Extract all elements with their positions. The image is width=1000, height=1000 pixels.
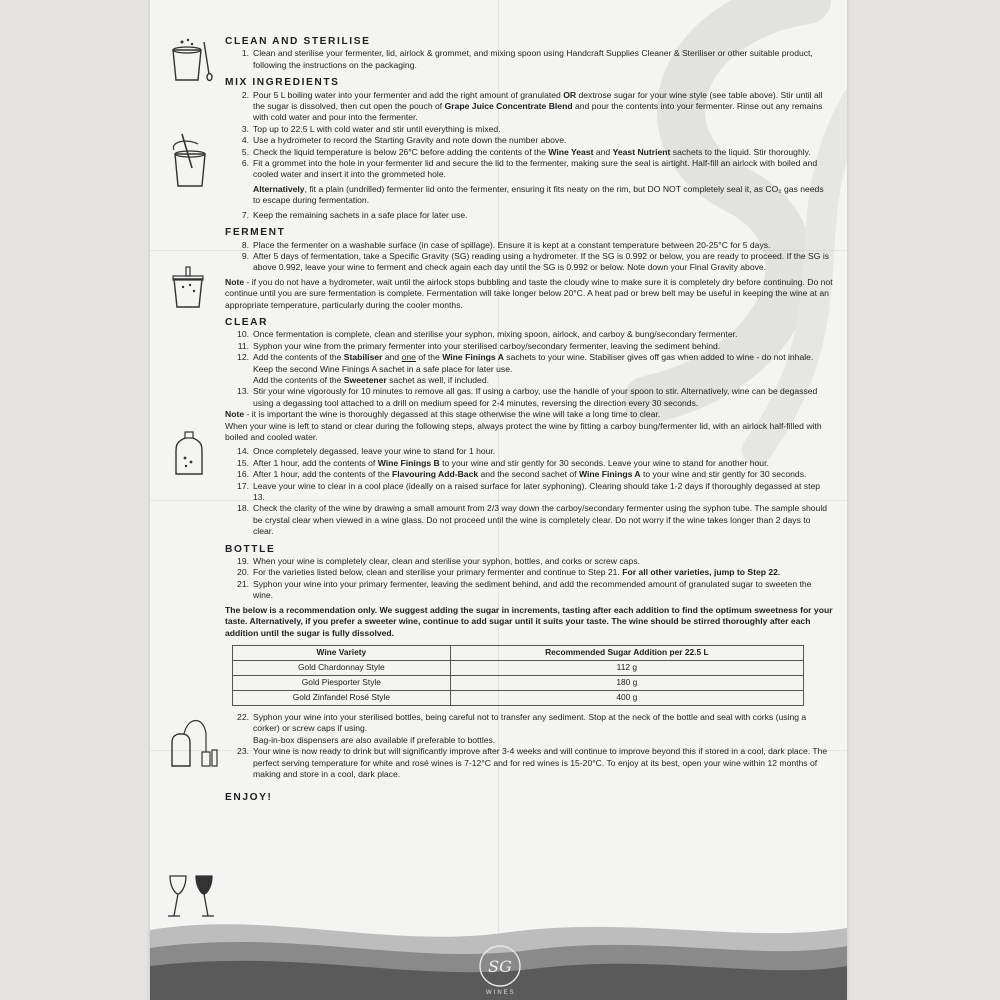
step-number: 13. [237,386,249,397]
section-title-enjoy: ENJOY! [225,792,273,804]
step-text: Once fermentation is complete, clean and sterilise your syphon, mixing spoon, airlock, and carboy & bung/secondary fermenter. [253,329,738,340]
fermenter-icon [170,265,210,311]
step-number: 2. [241,89,249,100]
step-number: 23. [237,746,249,757]
step-number: 14. [237,446,249,457]
step-text: Check the liquid temperature is below 26°C before adding the contents of the Wine Yeast and Yeast Nutrient sachets to the liquid. Stir thoroughly. [253,146,811,157]
step-22 [225,712,833,735]
step-text: When your wine is completely clear, clean and sterilise your syphon, bottles, and corks or screw caps. [253,556,640,567]
step-text: After 1 hour, add the contents of Wine Finings B to your wine and stir gently for 30 seconds. Leave your wine to stand for another hour. [253,457,769,468]
degas-note: Note - it is important the wine is thoroughly degassed at this stage otherwise the wine will take a long time to clear. [225,409,661,420]
step-number: 9. [241,250,249,261]
table-row [233,660,804,675]
table-header-row [233,645,804,660]
step-6 [225,158,833,181]
ferment-note: Note - if you do not have a hydrometer, wait until the airlock stops bubbling and taste the cloudy wine to make sure it is completely dry before continuing. Do not continue until you are sure fermentation is complete. Fermentation will take longer below 20°C. A heat pad or brew belt may be useful in keeping the wine at an appropriate temperature, particularly during the cooler months. [225,276,833,310]
table-cell: 400 g [450,690,803,705]
step-8 [225,240,833,251]
step-6-alternative: Alternatively, fit a plain (undrilled) fermenter lid onto the fermenter, ensuring it fits neaty on the rim, but DO NOT completely seal it, as CO₂ gas needs to escape during fermentation. [253,183,824,206]
step-text: Pour 5 L boiling water into your fermenter and add the right amount of granulated OR dextrose sugar for your wine style (see table above). Stir until all the sugar is dissolved, then cut open the pouch of Grape Juice Concentrate Blend and pour the contents into your fermenter. Rinse out any remains with cold water and pour into the fermenter. [253,89,823,123]
step-text: Stir your wine vigorously for 10 minutes to remove all gas. If using a carboy, use the handle of your spoon to stir. Alternatively, wine can be degassed using a degassing tool attached to a drill on medium speed for 2-4 minutes, reversing the direction every 30 seconds. [253,386,818,408]
step-text: Leave your wine to clear in a cool place (ideally on a raised surface for later syphoning). Clearing should take 1-2 days if thoroughly degassed at step 13. [253,480,821,503]
section-title-clean: CLEAN AND STERILISE [225,36,371,47]
step-number: 20. [237,567,249,578]
step-text: Your wine is now ready to drink but will significantly improve after 3-4 weeks and will continue to improve beyond this if stored in a cool, dark place. The perfect serving temperature for white and rosé wines is 7-12°C and for red wines is 15-20°C. To enjoy at its best, open your wine within 12 months of making and store in a cool, dark place. [253,746,828,779]
step-18 [225,503,833,537]
step-number: 6. [241,158,249,169]
step-number: 7. [241,209,249,220]
step-text: Use a hydrometer to record the Starting Gravity and note down the number above. [253,135,567,146]
step-number: 10. [237,329,249,340]
step-text: Add the contents of the Stabiliser and one of the Wine Finings A sachets to your wine. Stabiliser gives off gas when added to wine - do not inhale. Keep the second Wine Finings A sachet in a safe place for later use. [253,352,814,374]
instructions-body [225,36,833,805]
step-3 [225,124,833,135]
step-number: 8. [241,239,249,250]
step-19 [225,556,833,567]
instruction-sheet [150,0,847,1000]
step-11 [225,341,833,352]
section-title-clear: CLEAR [225,316,269,328]
sugar-table [232,645,804,706]
sugar-recommendation: The below is a recommendation only. We suggest adding the sugar in increments, tasting after each addition to find the optimum sweetness for your taste. Alternatively, if you prefer a sweeter wine, continue to add sugar until it suits your taste. The wine should be stirred thoroughly after each addition until the sugar is fully dissolved. [225,604,833,638]
table-row [233,690,804,705]
step-text: Once completely degassed, leave your wine to stand for 1 hour. [253,446,496,457]
step-number: 22. [237,711,249,722]
step-13 [225,386,833,409]
step-number: 1. [241,48,249,59]
step-12 [225,352,833,375]
table-row [233,675,804,690]
step-4 [225,135,833,146]
table-cell: 112 g [450,660,803,675]
step-number: 11. [237,340,249,351]
bottling-siphon-icon [168,712,218,770]
step-text: For the varieties listed below, clean and sterilise your primary fermenter and continue to Step 21. For all other varieties, jump to Step 22. [253,567,781,578]
brand-wordmark: WINES [486,990,516,996]
step-text: Keep the remaining sachets in a safe place for later use. [253,209,468,220]
bucket-stirring-icon [168,132,216,190]
step-20 [225,567,833,578]
step-5 [225,147,833,158]
section-title-mix: MIX INGREDIENTS [225,77,340,89]
column-header: Wine Variety [233,645,451,660]
step-15 [225,458,833,469]
step-22-bag-in-box: Bag-in-box dispensers are also available if preferable to bottles. [253,734,496,745]
step-number: 5. [241,146,249,157]
step-text: After 1 hour, add the contents of the Flavouring Add-Back and the second sachet of Wine Finings A to your wine and stir gently for 30 seconds. [253,469,807,480]
table-cell: Gold Piesporter Style [233,675,451,690]
section-title-bottle: BOTTLE [225,543,276,555]
step-number: 21. [237,578,249,589]
step-16 [225,469,833,480]
step-text: Fit a grommet into the hole in your fermenter lid and secure the lid to the fermenter, making sure the seal is airtight. Half-fill an airlock with boiled and cooled water and insert it into the grommeted hole. [253,158,818,180]
step-2 [225,90,833,124]
bucket-spoon-icon [168,36,216,86]
table-cell: 180 g [450,675,803,690]
step-text: Top up to 22.5 L with cold water and stir until everything is mixed. [253,123,501,134]
step-number: 4. [241,135,249,146]
step-number: 15. [237,457,249,468]
step-number: 3. [241,123,249,134]
step-7 [225,210,833,221]
step-14 [225,446,833,457]
step-number: 17. [237,480,249,491]
step-number: 12. [237,352,249,363]
step-12-sweetener: Add the contents of the Sweetener sachet as well, if included. [253,374,490,385]
step-number: 16. [237,469,249,480]
step-number: 19. [237,556,249,567]
table-cell: Gold Chardonnay Style [233,660,451,675]
step-23 [225,746,833,780]
carboy-icon [172,430,208,478]
step-text: Syphon your wine into your primary fermenter, leaving the sediment behind, and add the recommended amount of granulated sugar to sweeten the wine. [253,578,812,601]
step-text: Syphon your wine into your sterilised bottles, being careful not to transfer any sediment. Stop at the neck of the bottle and seal with corks (using a corker) or screw caps if using. [253,711,807,734]
step-10 [225,329,833,340]
step-21 [225,579,833,602]
step-text: Place the fermenter on a washable surface (in case of spillage). Ensure it is kept at a constant temperature between 20-25°C for 5 days. [253,239,771,250]
step-number: 18. [237,503,249,514]
step-text: Check the clarity of the wine by drawing a small amount from 2/3 way down the carboy/secondary fermenter using the syphon tube. The sample should be crystal clear when viewed in a wine glass. Do not proceed until the wine is completely clear. Do not worry if the wine takes longer than 2 days to clear. [253,503,828,537]
step-text: Syphon your wine from the primary fermenter into your sterilised carboy/secondary fermenter, leaving the sediment behind. [253,340,721,351]
step-text: Clean and sterilise your fermenter, lid, airlock & grommet, and mixing spoon using Handcraft Supplies Cleaner & Steriliser or other suitable product, following the instructions on the packaging. [253,48,813,70]
step-17 [225,481,833,504]
brand-logo-icon [478,944,522,988]
step-9 [225,251,833,274]
brand-logo-text: SG [488,957,512,976]
step-1 [225,48,833,71]
column-header: Recommended Sugar Addition per 22.5 L [450,645,803,660]
step-text: After 5 days of fermentation, take a Specific Gravity (SG) reading using a hydrometer. If the SG is 0.992 or below, you are ready to proceed. If the SG is above 0.992, leave your wine to ferment and check again each day until the SG is 0.992 or below. Note down your Final Gravity above. [253,250,830,273]
protect-note: When your wine is left to stand or clear during the following steps, always protect the wine by fitting a carboy bung/fermenter lid, with an airlock half-filled with boiled and cooled water. [225,420,822,442]
section-title-ferment: FERMENT [225,227,286,239]
table-cell: Gold Zinfandel Rosé Style [233,690,451,705]
